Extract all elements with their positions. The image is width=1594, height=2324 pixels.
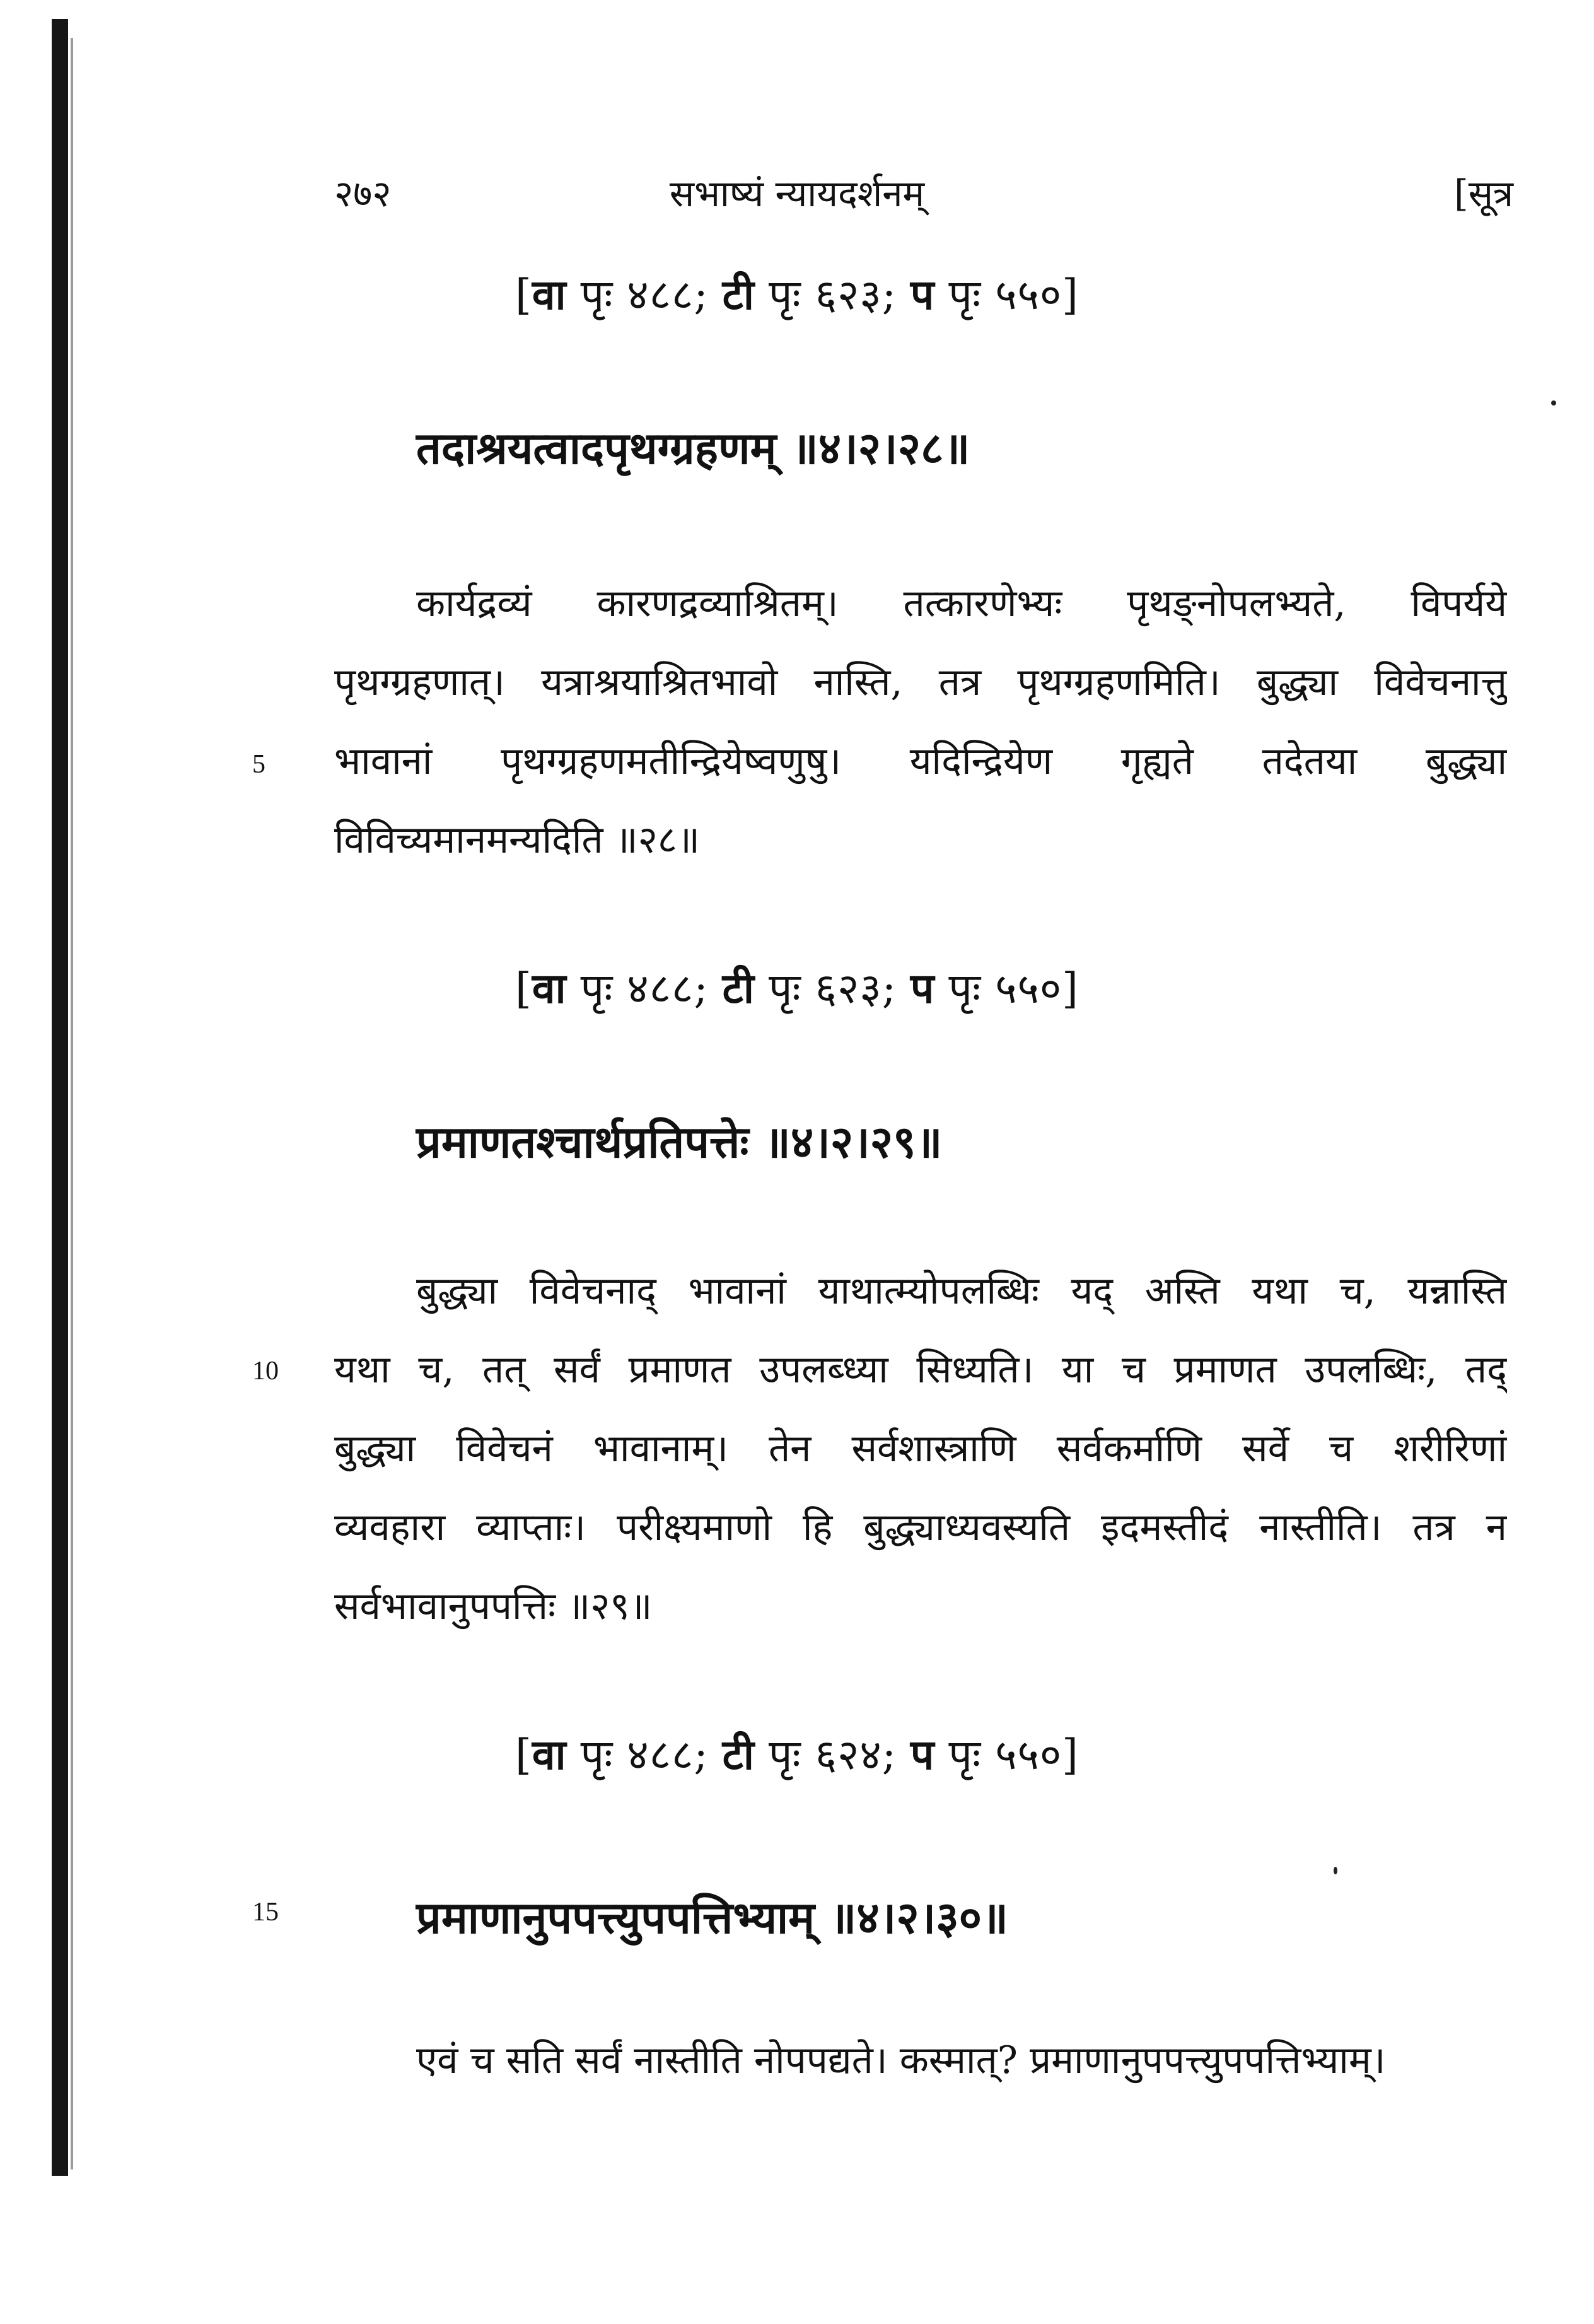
sutra-heading: प्रमाणानुपपत्त्युपपत्तिभ्याम् ॥४।२।३०॥ [416,1891,1008,1944]
text-line: पृथग्ग्रहणात्। यत्राश्रयाश्रितभावो नास्ति, तत्र पृथग्ग्रहणमिति। बुद्ध्या विवेचनात्तु [334,660,1507,704]
scan-speck [1551,400,1556,406]
bhashya-paragraph [334,564,1507,880]
bhashya-paragraph [334,2021,1507,2100]
line-number: 10 [252,1357,279,1386]
text-line: यथा च, तत् सर्वं प्रमाणत उपलब्ध्या सिध्यति। या च प्रमाणत उपलब्धिः, तद् [334,1348,1507,1392]
line-number: 15 [252,1898,279,1927]
page-number: २७२ [334,172,392,215]
commentary-reference: [वा पृः ४८८; टी पृः ६२३; प पृः ५५०] [515,964,1079,1013]
text-line: भावानां पृथग्ग्रहणमतीन्द्रियेष्वणुषु। यदिन्द्रियेण गृह्यते तदेतया बुद्ध्या [334,739,1507,783]
text-line: एवं च सति सर्वं नास्तीति नोपपद्यते। कस्मात्? प्रमाणानुपपत्त्युपपत्तिभ्याम्। [416,2038,1386,2082]
binding-shadow [52,19,68,2176]
bhashya-paragraph [334,1252,1507,1646]
page-header [0,167,1594,224]
commentary-reference: [वा पृः ४८८; टी पृः ६२४; प पृः ५५०] [515,1730,1079,1779]
line-number: 5 [252,750,265,779]
text-line: कार्यद्रव्यं कारणद्रव्याश्रितम्। तत्कारणेभ्यः पृथङ्नोपलभ्यते, विपर्यये [416,581,1507,626]
sutra-heading: प्रमाणतश्चार्थप्रतिपत्तेः ॥४।२।२९॥ [416,1116,943,1168]
sutra-heading: तदाश्रयत्वादपृथग्ग्रहणम् ॥४।२।२८॥ [416,422,970,474]
commentary-reference: [वा पृः ४८८; टी पृः ६२३; प पृः ५५०] [515,270,1079,319]
text-line: व्यवहारा व्याप्ताः। परीक्ष्यमाणो हि बुद्ध्याध्यवस्यति इदमस्तीदं नास्तीति। तत्र न [334,1505,1507,1550]
text-line: विविच्यमानमन्यदिति ॥२८॥ [334,818,700,862]
book-title: सभाष्यं न्यायदर्शनम् [669,172,925,215]
binding-shadow-edge [71,38,73,2169]
section-label: [सूत्र [1454,172,1513,215]
text-line: सर्वभावानुपपत्तिः ॥२९॥ [334,1584,653,1628]
text-line: बुद्ध्या विवेचनं भावानाम्। तेन सर्वशास्त्राणि सर्वकर्माणि सर्वे च शरीरिणां [334,1427,1507,1471]
scan-speck [1334,1867,1337,1874]
text-line: बुद्ध्या विवेचनाद् भावानां याथात्म्योपलब्धिः यद् अस्ति यथा च, यन्नास्ति [416,1269,1507,1313]
